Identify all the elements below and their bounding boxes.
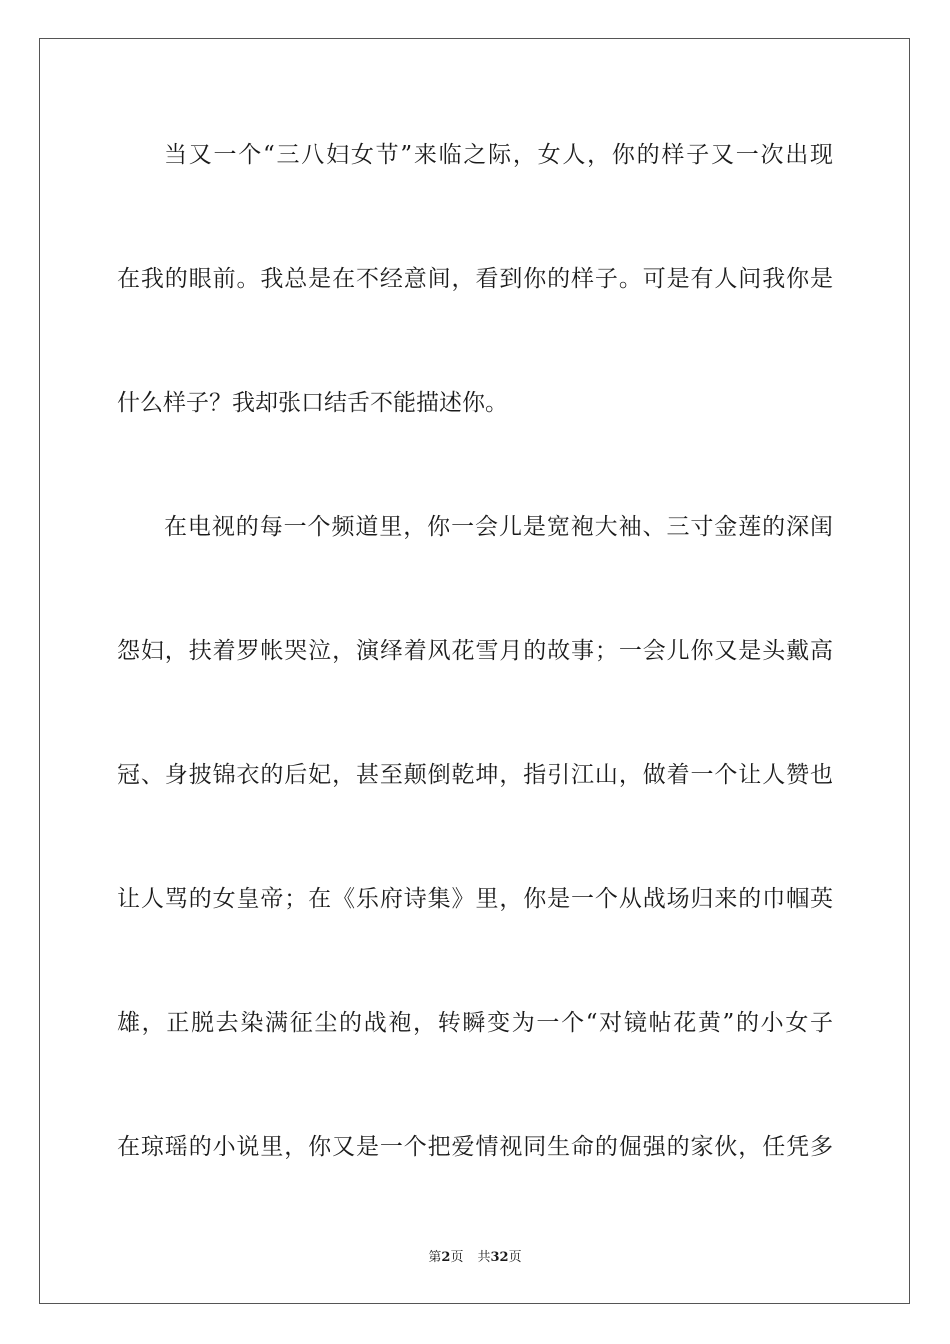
page-suffix: 页 — [450, 1250, 464, 1265]
text-line: 冠、身披锦衣的后妃，甚至颠倒乾坤，指引江山，做着一个让人赞也 — [117, 762, 833, 788]
page-prefix: 第 — [428, 1250, 442, 1265]
total-prefix: 共 — [477, 1250, 491, 1265]
text-line: 当又一个“三八妇女节”来临之际，女人，你的样子又一次出现 — [164, 142, 833, 168]
page-footer — [0, 1246, 950, 1265]
text-line: 在琼瑶的小说里，你又是一个把爱情视同生命的倔强的家伙，任凭多 — [117, 1134, 833, 1160]
text-line: 什么样子？我却张口结舌不能描述你。 — [117, 390, 508, 416]
text-line: 雄，正脱去染满征尘的战袍，转瞬变为一个“对镜帖花黄”的小女子 — [117, 1010, 833, 1036]
page-number: 2 — [441, 1250, 451, 1265]
text-line: 在我的眼前。我总是在不经意间，看到你的样子。可是有人问我你是 — [117, 266, 833, 292]
page-total: 32 — [490, 1250, 509, 1265]
text-line: 怨妇，扶着罗帐哭泣，演绎着风花雪月的故事；一会儿你又是头戴高 — [117, 638, 833, 664]
document-body — [117, 124, 833, 1178]
text-line: 在电视的每一个频道里，你一会儿是宽袍大袖、三寸金莲的深闺 — [164, 514, 833, 540]
paragraph — [117, 496, 833, 1178]
text-line: 让人骂的女皇帝；在《乐府诗集》里，你是一个从战场归来的巾帼英 — [117, 886, 833, 912]
paragraph — [117, 124, 833, 496]
total-suffix: 页 — [508, 1250, 522, 1265]
